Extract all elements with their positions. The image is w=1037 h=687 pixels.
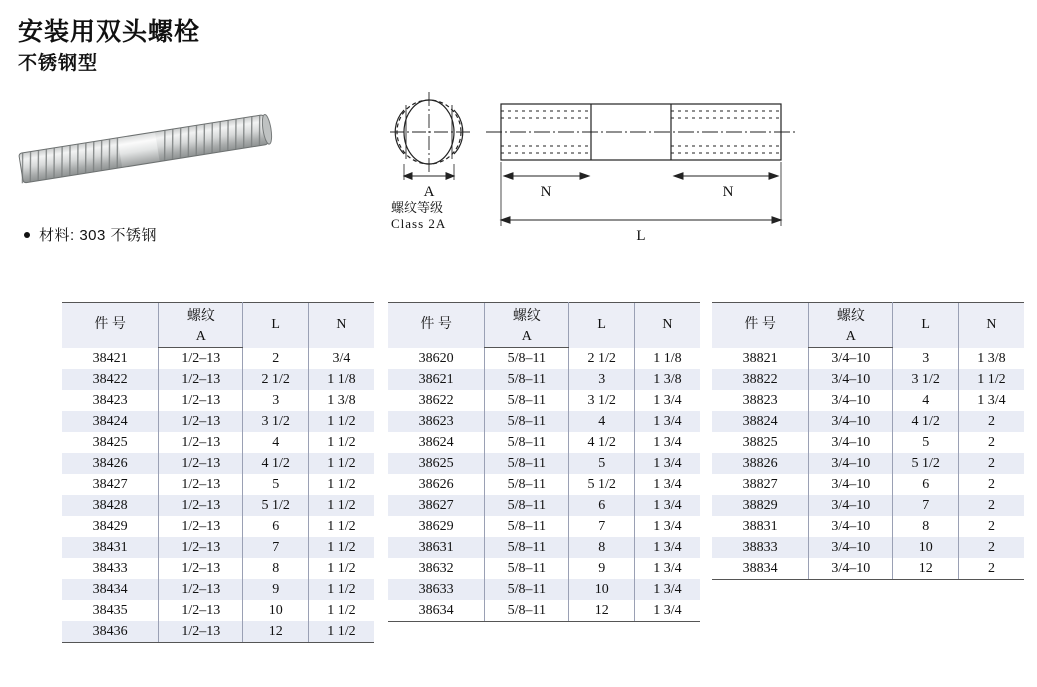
cell-l: 12 xyxy=(893,558,959,580)
cell-thread-a: 3/4–10 xyxy=(809,474,893,495)
cell-part-number: 38429 xyxy=(62,516,159,537)
table-row xyxy=(712,558,1024,580)
cell-thread-a: 3/4–10 xyxy=(809,432,893,453)
cell-n: 1 3/4 xyxy=(958,390,1024,411)
cell-l: 8 xyxy=(243,558,309,579)
cell-n: 1 1/2 xyxy=(308,579,374,600)
cell-l: 7 xyxy=(893,495,959,516)
table-row xyxy=(62,600,374,621)
th-thread-a: A xyxy=(809,327,893,348)
table-row xyxy=(712,390,1024,411)
page-subtitle: 不锈钢型 xyxy=(18,52,99,74)
cell-n: 2 xyxy=(958,432,1024,453)
cell-part-number: 38428 xyxy=(62,495,159,516)
title-block xyxy=(18,18,200,75)
cell-thread-a: 5/8–11 xyxy=(485,600,569,622)
cell-part-number: 38633 xyxy=(388,579,485,600)
cell-thread-a: 1/2–13 xyxy=(159,579,243,600)
cell-l: 10 xyxy=(569,579,635,600)
cell-l: 10 xyxy=(243,600,309,621)
technical-drawing xyxy=(386,80,806,260)
cell-part-number: 38626 xyxy=(388,474,485,495)
table-row xyxy=(62,390,374,411)
th-n: N xyxy=(634,303,700,348)
table-row xyxy=(712,495,1024,516)
cell-thread-a: 1/2–13 xyxy=(159,495,243,516)
cell-part-number: 38622 xyxy=(388,390,485,411)
table-row xyxy=(62,537,374,558)
cell-n: 1 1/8 xyxy=(634,348,700,370)
cell-part-number: 38427 xyxy=(62,474,159,495)
cell-thread-a: 1/2–13 xyxy=(159,600,243,621)
cell-l: 4 xyxy=(569,411,635,432)
dim-a-label: A xyxy=(423,184,435,200)
cell-l: 9 xyxy=(569,558,635,579)
th-thread: 螺纹 xyxy=(485,303,569,328)
table-row xyxy=(62,432,374,453)
cell-part-number: 38627 xyxy=(388,495,485,516)
cell-l: 6 xyxy=(243,516,309,537)
table-row xyxy=(62,411,374,432)
cell-thread-a: 5/8–11 xyxy=(485,369,569,390)
cell-part-number: 38827 xyxy=(712,474,809,495)
cell-n: 1 1/2 xyxy=(958,369,1024,390)
cell-n: 1 1/8 xyxy=(308,369,374,390)
cell-l: 2 1/2 xyxy=(569,348,635,370)
cell-l: 4 1/2 xyxy=(243,453,309,474)
cell-thread-a: 5/8–11 xyxy=(485,453,569,474)
thread-class-label xyxy=(391,200,446,233)
cell-l: 9 xyxy=(243,579,309,600)
cell-part-number: 38624 xyxy=(388,432,485,453)
th-part-number: 件 号 xyxy=(388,303,485,348)
cell-thread-a: 1/2–13 xyxy=(159,537,243,558)
cell-thread-a: 5/8–11 xyxy=(485,348,569,370)
spec-table-group-2 xyxy=(388,302,700,622)
cell-l: 8 xyxy=(569,537,635,558)
cell-n: 1 3/4 xyxy=(634,516,700,537)
cell-l: 3 1/2 xyxy=(893,369,959,390)
cell-n: 1 3/4 xyxy=(634,390,700,411)
table-row xyxy=(712,411,1024,432)
th-thread: 螺纹 xyxy=(159,303,243,328)
cell-n: 2 xyxy=(958,495,1024,516)
cell-l: 12 xyxy=(569,600,635,622)
table-row xyxy=(62,516,374,537)
material-note xyxy=(24,224,157,245)
cell-n: 1 3/4 xyxy=(634,411,700,432)
cell-thread-a: 5/8–11 xyxy=(485,579,569,600)
cell-part-number: 38423 xyxy=(62,390,159,411)
spec-table xyxy=(712,302,1024,580)
cell-part-number: 38821 xyxy=(712,348,809,370)
cell-part-number: 38623 xyxy=(388,411,485,432)
cell-l: 5 xyxy=(569,453,635,474)
dim-n-left-label: N xyxy=(540,184,552,200)
th-n: N xyxy=(958,303,1024,348)
cell-n: 2 xyxy=(958,516,1024,537)
cell-n: 1 1/2 xyxy=(308,558,374,579)
cell-part-number: 38424 xyxy=(62,411,159,432)
cell-part-number: 38431 xyxy=(62,537,159,558)
cell-thread-a: 1/2–13 xyxy=(159,621,243,643)
cell-part-number: 38823 xyxy=(712,390,809,411)
table-row xyxy=(62,621,374,643)
table-row xyxy=(388,537,700,558)
table-row xyxy=(388,516,700,537)
cell-l: 5 xyxy=(893,432,959,453)
cell-part-number: 38826 xyxy=(712,453,809,474)
cell-l: 3 xyxy=(243,390,309,411)
table-row xyxy=(388,453,700,474)
cell-part-number: 38634 xyxy=(388,600,485,622)
cell-n: 1 1/2 xyxy=(308,537,374,558)
spec-table-group-3 xyxy=(712,302,1024,580)
cell-n: 3/4 xyxy=(308,348,374,370)
table-row xyxy=(388,348,700,370)
cell-thread-a: 3/4–10 xyxy=(809,390,893,411)
th-thread-a: A xyxy=(485,327,569,348)
cell-part-number: 38625 xyxy=(388,453,485,474)
table-row xyxy=(388,558,700,579)
dim-l-label: L xyxy=(636,228,646,244)
table-row xyxy=(62,474,374,495)
cell-part-number: 38621 xyxy=(388,369,485,390)
cell-l: 4 1/2 xyxy=(569,432,635,453)
cell-n: 1 3/4 xyxy=(634,453,700,474)
cell-l: 10 xyxy=(893,537,959,558)
th-l: L xyxy=(243,303,309,348)
cell-l: 4 xyxy=(243,432,309,453)
product-photo xyxy=(8,106,278,198)
cell-n: 2 xyxy=(958,411,1024,432)
spec-table-body xyxy=(712,348,1024,580)
cell-l: 3 xyxy=(893,348,959,370)
table-row xyxy=(62,495,374,516)
cell-l: 5 1/2 xyxy=(893,453,959,474)
table-row xyxy=(388,495,700,516)
spec-table-body xyxy=(62,348,374,643)
bullet-icon xyxy=(24,232,30,238)
th-thread-a: A xyxy=(159,327,243,348)
spec-table-group-1 xyxy=(62,302,374,643)
cell-thread-a: 5/8–11 xyxy=(485,537,569,558)
table-row xyxy=(62,453,374,474)
cell-thread-a: 1/2–13 xyxy=(159,432,243,453)
cell-part-number: 38435 xyxy=(62,600,159,621)
cell-part-number: 38824 xyxy=(712,411,809,432)
spec-table xyxy=(62,302,374,643)
cell-thread-a: 1/2–13 xyxy=(159,411,243,432)
cell-part-number: 38436 xyxy=(62,621,159,643)
th-n: N xyxy=(308,303,374,348)
cell-l: 5 1/2 xyxy=(243,495,309,516)
cell-part-number: 38631 xyxy=(388,537,485,558)
cell-n: 1 1/2 xyxy=(308,411,374,432)
cell-thread-a: 3/4–10 xyxy=(809,537,893,558)
cell-l: 12 xyxy=(243,621,309,643)
th-l: L xyxy=(893,303,959,348)
cell-thread-a: 3/4–10 xyxy=(809,558,893,580)
cell-thread-a: 1/2–13 xyxy=(159,516,243,537)
cell-thread-a: 5/8–11 xyxy=(485,558,569,579)
cell-n: 1 3/4 xyxy=(634,600,700,622)
table-row xyxy=(712,453,1024,474)
table-row xyxy=(62,369,374,390)
cell-l: 2 1/2 xyxy=(243,369,309,390)
cell-n: 1 3/4 xyxy=(634,432,700,453)
cell-n: 1 1/2 xyxy=(308,516,374,537)
cell-part-number: 38620 xyxy=(388,348,485,370)
cell-thread-a: 5/8–11 xyxy=(485,390,569,411)
cell-l: 8 xyxy=(893,516,959,537)
cell-thread-a: 1/2–13 xyxy=(159,453,243,474)
cell-n: 1 3/8 xyxy=(634,369,700,390)
cell-n: 2 xyxy=(958,474,1024,495)
cell-part-number: 38833 xyxy=(712,537,809,558)
cell-l: 7 xyxy=(243,537,309,558)
cell-l: 3 1/2 xyxy=(569,390,635,411)
cell-n: 1 3/8 xyxy=(958,348,1024,370)
cell-thread-a: 5/8–11 xyxy=(485,516,569,537)
table-row xyxy=(388,411,700,432)
th-part-number: 件 号 xyxy=(712,303,809,348)
cell-thread-a: 3/4–10 xyxy=(809,369,893,390)
cell-part-number: 38425 xyxy=(62,432,159,453)
cell-thread-a: 3/4–10 xyxy=(809,411,893,432)
cell-n: 1 1/2 xyxy=(308,474,374,495)
table-row xyxy=(388,474,700,495)
cell-thread-a: 5/8–11 xyxy=(485,432,569,453)
table-row xyxy=(712,537,1024,558)
cell-thread-a: 1/2–13 xyxy=(159,390,243,411)
cell-n: 1 3/4 xyxy=(634,579,700,600)
cell-l: 7 xyxy=(569,516,635,537)
cell-l: 5 xyxy=(243,474,309,495)
table-row xyxy=(62,348,374,370)
spec-table xyxy=(388,302,700,622)
cell-n: 1 3/4 xyxy=(634,537,700,558)
cell-part-number: 38632 xyxy=(388,558,485,579)
cell-thread-a: 3/4–10 xyxy=(809,348,893,370)
cell-thread-a: 3/4–10 xyxy=(809,453,893,474)
cell-n: 1 1/2 xyxy=(308,432,374,453)
page-title: 安装用双头螺栓 xyxy=(18,18,201,46)
cell-n: 2 xyxy=(958,453,1024,474)
cell-l: 4 xyxy=(893,390,959,411)
cell-part-number: 38834 xyxy=(712,558,809,580)
table-row xyxy=(62,579,374,600)
dim-n-right-label: N xyxy=(722,184,734,200)
th-l: L xyxy=(569,303,635,348)
cell-n: 2 xyxy=(958,558,1024,580)
cell-thread-a: 5/8–11 xyxy=(485,495,569,516)
cell-thread-a: 1/2–13 xyxy=(159,369,243,390)
thread-class-en: Class 2A xyxy=(391,216,447,232)
cell-part-number: 38629 xyxy=(388,516,485,537)
cell-n: 1 1/2 xyxy=(308,453,374,474)
cell-thread-a: 5/8–11 xyxy=(485,411,569,432)
cell-part-number: 38434 xyxy=(62,579,159,600)
cell-l: 3 1/2 xyxy=(243,411,309,432)
cell-thread-a: 3/4–10 xyxy=(809,516,893,537)
cell-thread-a: 1/2–13 xyxy=(159,474,243,495)
cell-thread-a: 1/2–13 xyxy=(159,348,243,370)
cell-part-number: 38829 xyxy=(712,495,809,516)
cell-l: 2 xyxy=(243,348,309,370)
cell-part-number: 38831 xyxy=(712,516,809,537)
cell-l: 4 1/2 xyxy=(893,411,959,432)
cell-part-number: 38426 xyxy=(62,453,159,474)
table-row xyxy=(712,348,1024,370)
table-row xyxy=(388,369,700,390)
cell-n: 2 xyxy=(958,537,1024,558)
cell-n: 1 1/2 xyxy=(308,621,374,643)
cell-n: 1 3/4 xyxy=(634,474,700,495)
cell-n: 1 1/2 xyxy=(308,495,374,516)
table-row xyxy=(388,432,700,453)
th-part-number: 件 号 xyxy=(62,303,159,348)
thread-class-cn: 螺纹等级 xyxy=(391,200,444,215)
spec-table-body xyxy=(388,348,700,622)
table-row xyxy=(712,516,1024,537)
table-row xyxy=(388,600,700,622)
cell-part-number: 38822 xyxy=(712,369,809,390)
cell-thread-a: 5/8–11 xyxy=(485,474,569,495)
cell-thread-a: 3/4–10 xyxy=(809,495,893,516)
cell-part-number: 38422 xyxy=(62,369,159,390)
cell-l: 6 xyxy=(893,474,959,495)
cell-n: 1 3/8 xyxy=(308,390,374,411)
table-row xyxy=(712,432,1024,453)
cell-part-number: 38421 xyxy=(62,348,159,370)
table-row xyxy=(62,558,374,579)
th-thread: 螺纹 xyxy=(809,303,893,328)
cell-part-number: 38825 xyxy=(712,432,809,453)
cell-l: 5 1/2 xyxy=(569,474,635,495)
cell-l: 6 xyxy=(569,495,635,516)
cell-n: 1 1/2 xyxy=(308,600,374,621)
material-text: 材料: 303 不锈钢 xyxy=(39,227,158,244)
table-row xyxy=(388,579,700,600)
cell-l: 3 xyxy=(569,369,635,390)
cell-n: 1 3/4 xyxy=(634,495,700,516)
table-row xyxy=(388,390,700,411)
table-row xyxy=(712,474,1024,495)
table-row xyxy=(712,369,1024,390)
cell-part-number: 38433 xyxy=(62,558,159,579)
cell-thread-a: 1/2–13 xyxy=(159,558,243,579)
cell-n: 1 3/4 xyxy=(634,558,700,579)
